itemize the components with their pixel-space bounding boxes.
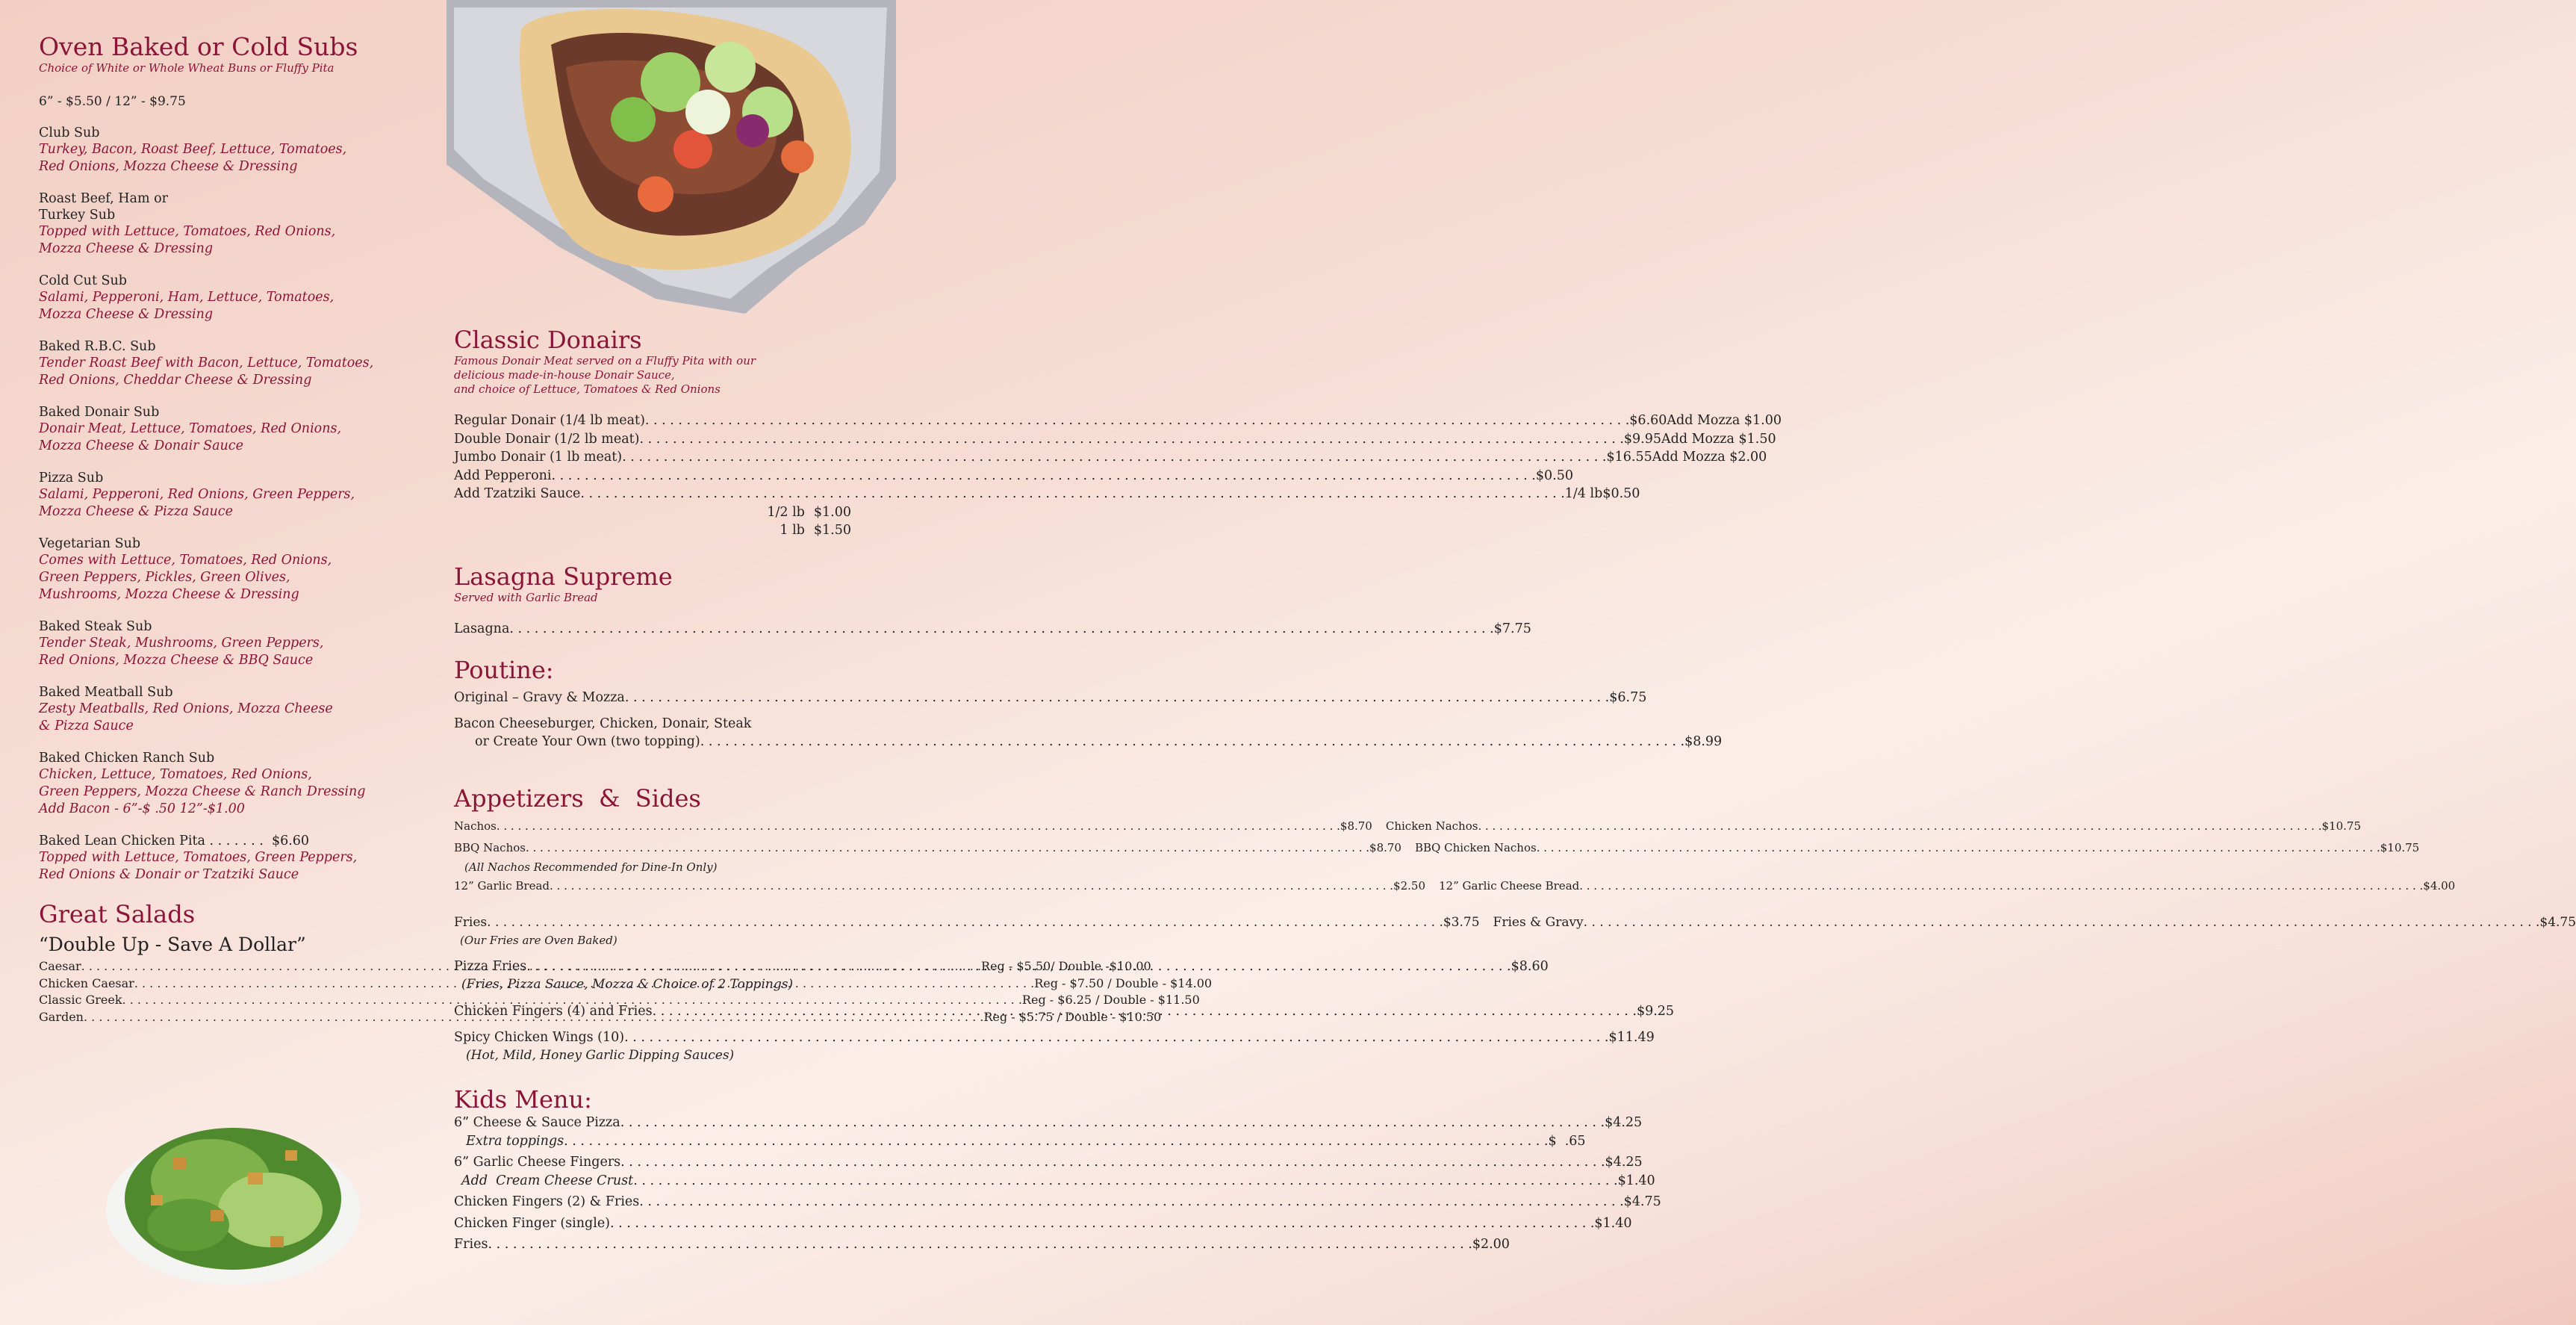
salad-row xyxy=(39,992,1200,1009)
dot-leader xyxy=(625,689,1609,707)
appetizer-price: $8.70 xyxy=(1369,840,1401,854)
pepperoni-name: Add Pepperoni xyxy=(454,468,552,483)
item-name: Vegetarian Sub xyxy=(39,536,141,551)
appetizer-row xyxy=(1415,837,2419,859)
salads-title: Great Salads xyxy=(39,900,196,928)
appetizer-name: Chicken Nachos xyxy=(1385,819,1478,833)
poutine-specialty-desc: Bacon Cheeseburger, Chicken, Donair, Steak xyxy=(454,716,752,731)
menu-item xyxy=(39,618,442,669)
menu-item xyxy=(39,470,442,521)
dot-leader xyxy=(639,1193,1623,1211)
menu-item xyxy=(39,338,442,389)
salad-price: Reg - $7.50 / Double - $14.00 xyxy=(1034,975,1213,990)
appetizer-name: Chicken Fingers (4) and Fries xyxy=(454,1004,653,1019)
appetizer-row xyxy=(1439,875,2455,897)
item-name: Baked Steak Sub xyxy=(39,619,152,634)
wings-note: (Hot, Mild, Honey Garlic Dipping Sauces) xyxy=(466,1048,735,1063)
dot-leader xyxy=(497,816,1340,837)
lasagna-section xyxy=(454,562,1531,639)
tzatziki-price: $1.00 xyxy=(813,504,851,520)
salad-name: Caesar xyxy=(39,959,81,973)
subs-list xyxy=(39,125,442,884)
kids-item-price: $4.75 xyxy=(1623,1194,1661,1209)
donair-price: $9.95 xyxy=(1623,431,1661,447)
salad-name: Garden xyxy=(39,1009,84,1024)
dot-leader xyxy=(700,733,1684,751)
appetizer-row xyxy=(454,816,1372,837)
donair-name: Double Donair (1/2 lb meat) xyxy=(454,431,640,447)
appetizer-pair xyxy=(454,837,2420,859)
kids-row xyxy=(454,1114,1643,1132)
kids-item-name: Chicken Finger (single) xyxy=(454,1215,611,1231)
appetizer-pair xyxy=(454,912,2576,934)
kids-item-price: $1.40 xyxy=(1594,1215,1632,1231)
donair-row xyxy=(454,412,1782,430)
kids-item-price: $4.25 xyxy=(1605,1155,1643,1170)
dot-leader xyxy=(1579,875,2423,897)
appetizer-row xyxy=(1493,912,2576,934)
donairs-section xyxy=(454,326,1782,540)
donairs-subtitle: Famous Donair Meat served on a Fluffy Pita with our delicious made-in-house Donair Sauce, and choice of Lettuce, Tomatoes & Red Onions xyxy=(454,354,756,396)
pepperoni-row xyxy=(454,467,1573,485)
tzatziki-size: 1/2 lb xyxy=(767,504,805,520)
poutine-price: $8.99 xyxy=(1684,734,1723,749)
item-name: Roast Beef, Ham or Turkey Sub xyxy=(39,191,169,223)
kids-row xyxy=(454,1132,1586,1151)
donair-row xyxy=(454,448,1767,467)
item-name: Baked Donair Sub xyxy=(39,405,160,420)
donairs-title: Classic Donairs xyxy=(454,326,642,354)
dot-leader xyxy=(488,1235,1472,1254)
item-description: Donair Meat, Lettuce, Tomatoes, Red Onions, Mozza Cheese & Donair Sauce xyxy=(39,421,342,453)
dot-leader xyxy=(551,467,1535,485)
item-name: Pizza Sub xyxy=(39,471,104,485)
dot-leader xyxy=(1584,912,2540,934)
poutine-name: or Create Your Own (two topping) xyxy=(475,734,700,749)
item-name: Baked Lean Chicken Pita . . . . . . . $6.60 xyxy=(39,834,310,848)
appetizer-row xyxy=(454,1028,1655,1047)
dot-leader xyxy=(633,1172,1617,1191)
kids-row xyxy=(454,1153,1643,1172)
kids-item-name: 6” Cheese & Sauce Pizza xyxy=(454,1115,620,1130)
item-description: Tender Steak, Mushrooms, Green Peppers, Red Onions, Mozza Cheese & BBQ Sauce xyxy=(39,636,324,668)
dot-leader xyxy=(653,1002,1637,1021)
appetizer-row xyxy=(454,837,1401,859)
salad-name: Classic Greek xyxy=(39,993,122,1007)
kids-item-price: $1.40 xyxy=(1617,1173,1655,1188)
kids-item-name: Extra toppings xyxy=(466,1133,564,1149)
poutine-section xyxy=(454,656,1723,751)
salad-price: Reg - $5.50/ Double -$10.00 xyxy=(981,959,1151,973)
tzatziki-price: $1.50 xyxy=(813,523,851,538)
tzatziki-price: $0.50 xyxy=(1602,486,1640,501)
appetizer-name: Pizza Fries xyxy=(454,958,527,974)
kids-item-name: Fries xyxy=(454,1237,488,1252)
donair-photo xyxy=(447,0,896,318)
salad-photo xyxy=(99,1098,367,1294)
item-description: Topped with Lettuce, Tomatoes, Red Onions, Mozza Cheese & Dressing xyxy=(39,224,336,256)
kids-item-name: 6” Garlic Cheese Fingers xyxy=(454,1155,621,1170)
item-description: Comes with Lettuce, Tomatoes, Red Onions, Green Peppers, Pickles, Green Olives, Mushrooms, Mozza Cheese & Dressing xyxy=(39,553,332,602)
dot-leader xyxy=(610,1214,1594,1233)
dot-leader xyxy=(1478,816,2321,837)
lasagna-subtitle: Served with Garlic Bread xyxy=(454,590,598,604)
donair-extra: Add Mozza $2.00 xyxy=(1652,450,1767,465)
item-description: Topped with Lettuce, Tomatoes, Green Peppers, Red Onions & Donair or Tzatziki Sauce xyxy=(39,850,358,882)
dot-leader xyxy=(645,412,1629,430)
tzatziki-size: 1/4 lb xyxy=(1564,486,1603,501)
kids-title: Kids Menu: xyxy=(454,1085,592,1114)
poutine-title: Poutine: xyxy=(454,656,554,684)
appetizer-name: Fries xyxy=(454,914,488,930)
appetizer-name: Fries & Gravy xyxy=(1493,914,1584,930)
appetizer-pair xyxy=(454,816,2361,837)
item-description: Chicken, Lettuce, Tomatoes, Red Onions, Green Peppers, Mozza Cheese & Ranch Dressing Add Bacon - 6”-$ .50 12”-$1.00 xyxy=(39,767,366,816)
kids-item-price: $2.00 xyxy=(1472,1237,1510,1252)
dot-leader xyxy=(580,485,1564,503)
lasagna-row xyxy=(454,620,1531,639)
dot-leader xyxy=(526,958,1511,976)
menu-item xyxy=(39,125,442,176)
appetizer-price: $4.00 xyxy=(2423,878,2456,893)
dot-leader xyxy=(487,912,1443,934)
menu-item xyxy=(39,190,442,258)
subs-price: 6” - $5.50 / 12” - $9.75 xyxy=(39,94,186,109)
menu-item xyxy=(39,273,442,323)
appetizer-row xyxy=(454,875,1425,897)
kids-item-price: $4.25 xyxy=(1605,1115,1643,1130)
item-name: Baked Chicken Ranch Sub xyxy=(39,751,215,766)
dot-leader xyxy=(550,875,1393,897)
poutine-row xyxy=(454,733,1723,751)
pizza-fries-note: (Fries, Pizza Sauce, Mozza & Choice of 2 Toppings) xyxy=(461,977,794,992)
appetizer-row xyxy=(1386,816,2361,837)
donair-name: Jumbo Donair (1 lb meat) xyxy=(454,450,623,465)
salad-name: Chicken Caesar xyxy=(39,975,134,990)
menu-item xyxy=(39,833,442,884)
salad-price: Reg - $5.75 / Double - $10.50 xyxy=(983,1009,1162,1024)
donair-extra: Add Mozza $1.50 xyxy=(1661,431,1776,447)
appetizer-price: $8.70 xyxy=(1340,819,1372,833)
appetizer-price: $8.60 xyxy=(1511,958,1549,974)
dot-leader xyxy=(640,430,1624,449)
lasagna-name: Lasagna xyxy=(454,621,510,636)
subs-title: Oven Baked or Cold Subs xyxy=(39,32,358,61)
item-name: Cold Cut Sub xyxy=(39,273,128,288)
item-description: Turkey, Bacon, Roast Beef, Lettuce, Tomatoes, Red Onions, Mozza Cheese & Dressing xyxy=(39,142,347,174)
item-description: Zesty Meatballs, Red Onions, Mozza Cheese & Pizza Sauce xyxy=(39,701,333,733)
appetizers-title: Appetizers & Sides xyxy=(454,783,701,813)
appetizer-name: 12” Garlic Bread xyxy=(454,878,550,893)
kids-item-name: Add Cream Cheese Crust xyxy=(461,1173,634,1188)
appetizer-row xyxy=(454,912,1480,934)
appetizer-name: 12” Garlic Cheese Bread xyxy=(1439,878,1580,893)
lasagna-title: Lasagna Supreme xyxy=(454,562,673,591)
menu-item xyxy=(39,404,442,455)
nachos-note: (All Nachos Recommended for Dine-In Only) xyxy=(464,860,718,874)
tzatziki-name: Add Tzatziki Sauce xyxy=(454,486,581,501)
tzatziki-row xyxy=(454,521,851,540)
appetizer-price: $11.49 xyxy=(1608,1029,1655,1045)
appetizer-price: $10.75 xyxy=(2380,840,2420,854)
dot-leader xyxy=(509,620,1493,639)
appetizer-name: Nachos xyxy=(454,819,497,833)
donair-extra: Add Mozza $1.00 xyxy=(1667,413,1782,428)
item-description: Salami, Pepperoni, Red Onions, Green Peppers, Mozza Cheese & Pizza Sauce xyxy=(39,487,355,519)
poutine-name: Original – Gravy & Mozza xyxy=(454,690,625,705)
poutine-price: $6.75 xyxy=(1609,690,1647,705)
item-description: Salami, Pepperoni, Ham, Lettuce, Tomatoes, Mozza Cheese & Dressing xyxy=(39,290,335,322)
subs-subtitle: Choice of White or Whole Wheat Buns or Fluffy Pita xyxy=(39,61,335,75)
salad-price: Reg - $6.25 / Double - $11.50 xyxy=(1021,993,1200,1007)
kids-item-name: Chicken Fingers (2) & Fries xyxy=(454,1194,640,1209)
donair-name: Regular Donair (1/4 lb meat) xyxy=(454,413,645,428)
dot-leader xyxy=(620,1114,1605,1132)
kids-item-price: $ .65 xyxy=(1548,1133,1586,1149)
menu-item xyxy=(39,750,442,818)
donair-price: $6.60 xyxy=(1629,413,1667,428)
tzatziki-size: 1 lb xyxy=(780,523,805,538)
kids-row xyxy=(454,1193,1661,1211)
appetizer-price: $3.75 xyxy=(1443,914,1480,930)
kids-row xyxy=(454,1214,1632,1233)
appetizer-price: $2.50 xyxy=(1393,878,1425,893)
appetizer-name: BBQ Nachos xyxy=(454,840,526,854)
appetizer-price: $10.75 xyxy=(2321,819,2361,833)
appetizer-price: $9.25 xyxy=(1636,1004,1675,1019)
dot-leader xyxy=(620,1153,1605,1172)
dot-leader xyxy=(624,1028,1608,1047)
menu-item xyxy=(39,684,442,735)
appetizer-pair xyxy=(454,875,2456,897)
item-name: Baked R.B.C. Sub xyxy=(39,339,156,354)
item-name: Baked Meatball Sub xyxy=(39,685,173,700)
appetizer-name: BBQ Chicken Nachos xyxy=(1414,840,1537,854)
poutine-specialty-line xyxy=(454,715,851,733)
poutine-row xyxy=(454,689,1647,707)
dot-leader xyxy=(622,448,1606,467)
kids-section xyxy=(454,1085,1661,1254)
item-description: Tender Roast Beef with Bacon, Lettuce, Tomatoes, Red Onions, Cheddar Cheese & Dressing xyxy=(39,356,374,388)
tzatziki-row xyxy=(454,503,851,522)
dot-leader xyxy=(564,1132,1548,1151)
kids-row xyxy=(454,1235,1510,1254)
appetizer-price: $4.75 xyxy=(2539,914,2576,930)
dot-leader xyxy=(526,837,1369,859)
menu-item xyxy=(39,536,442,603)
salads-slogan: “Double Up - Save A Dollar” xyxy=(39,934,306,955)
tzatziki-row xyxy=(454,485,1640,503)
dot-leader xyxy=(1537,837,2380,859)
item-name: Club Sub xyxy=(39,125,100,140)
pepperoni-price: $0.50 xyxy=(1535,468,1573,483)
donair-row xyxy=(454,430,1776,449)
kids-row xyxy=(454,1172,1655,1191)
lasagna-price: $7.75 xyxy=(1493,621,1531,636)
donair-price: $16.55 xyxy=(1606,450,1652,465)
appetizer-name: Spicy Chicken Wings (10) xyxy=(454,1029,625,1045)
fries-note: (Our Fries are Oven Baked) xyxy=(460,933,617,947)
